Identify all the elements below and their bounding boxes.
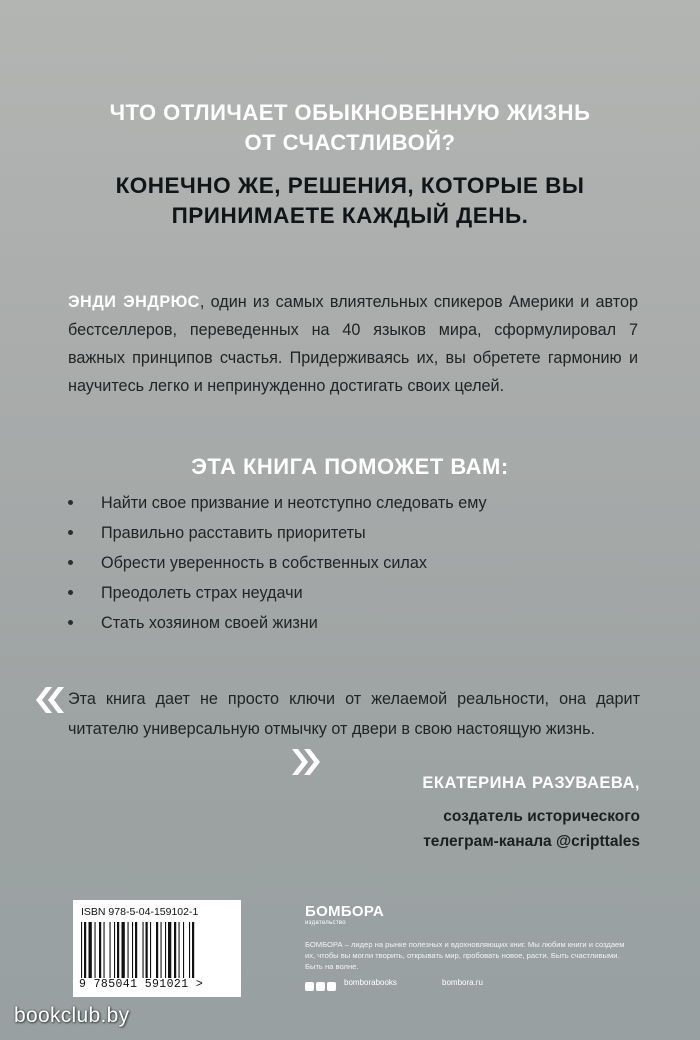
testimonial-role-line-1: создатель исторического [443,808,640,825]
close-quote-icon [290,747,326,777]
bullet-icon [68,620,73,625]
benefit-text: Обрести уверенность в собственных силах [101,554,427,572]
testimonial-author: ЕКАТЕРИНА РАЗУВАЕВА, [422,774,640,792]
benefit-item [66,578,646,608]
benefit-text: Преодолеть страх неудачи [101,584,303,602]
headline-question-line-1: ЧТО ОТЛИЧАЕТ ОБЫКНОВЕННУЮ ЖИЗНЬ [109,100,591,125]
description-text: , один из самых влиятельных спикеров Америки и автор бестселлеров, переведенных на 40 языков мира, сформулировал 7 важных принципов счастья. Придерживаясь их, вы обретете гармонию и научитесь легко и непринужденно достигать своих целей. [68,293,639,395]
testimonial-role-line-2: телеграм-канала @cripttales [423,833,640,850]
headline-answer-line-1: КОНЕЧНО ЖЕ, РЕШЕНИЯ, КОТОРЫЕ ВЫ [115,173,585,198]
publisher-logo-subtitle: издательство [305,920,346,926]
publisher-website: bombora.ru [442,978,483,987]
benefit-text: Правильно расставить приоритеты [101,524,366,542]
bullet-icon [68,560,73,565]
benefit-text: Найти свое призвание и неотступно следовать ему [101,494,487,512]
barcode-digits: 9 785041 591021 > [79,978,204,991]
barcode-icon [81,922,233,978]
testimonial-quote: Эта книга дает не просто ключи от желаемой реальности, она дарит читателю универсальную отмычку от двери в свою настоящую жизнь. [68,690,640,738]
testimonial-role [330,804,640,854]
publisher-logo: БОМБОРА [305,903,385,920]
benefits-heading: ЭТА КНИГА ПОМОЖЕТ ВАМ: [191,454,509,479]
isbn-number: ISBN 978-5-04-159102-1 [81,906,199,918]
benefits-list [66,488,646,638]
bullet-icon [68,590,73,595]
headline-question-line-2: ОТ СЧАСТЛИВОЙ? [244,130,456,155]
book-description [68,288,638,400]
social-handle: bomborabooks [344,978,397,987]
headline-answer-line-2: ПРИНИМАЕТЕ КАЖДЫЙ ДЕНЬ. [171,203,529,228]
bullet-icon [68,500,73,505]
benefit-item [66,548,646,578]
publisher-description: БОМБОРА – лидер на рынке полезных и вдохновляющих книг. Мы любим книги и создаем их, чтобы вы могли творить, открывать мир, пробовать новое, расти. Быть счастливыми. Быть на волне. [305,940,625,971]
description-author: ЭНДИ ЭНДРЮС [68,293,200,311]
benefit-text: Стать хозяином своей жизни [101,614,318,632]
open-quote-icon [30,685,66,715]
benefit-item [66,608,646,638]
benefit-item [66,518,646,548]
social-icons [305,978,338,990]
benefit-item [66,488,646,518]
social-network-icon [327,982,336,991]
social-network-icon [316,982,325,991]
bullet-icon [68,530,73,535]
watermark: bookclub.by [14,1004,130,1027]
barcode-box [73,900,241,997]
social-network-icon [305,982,314,991]
